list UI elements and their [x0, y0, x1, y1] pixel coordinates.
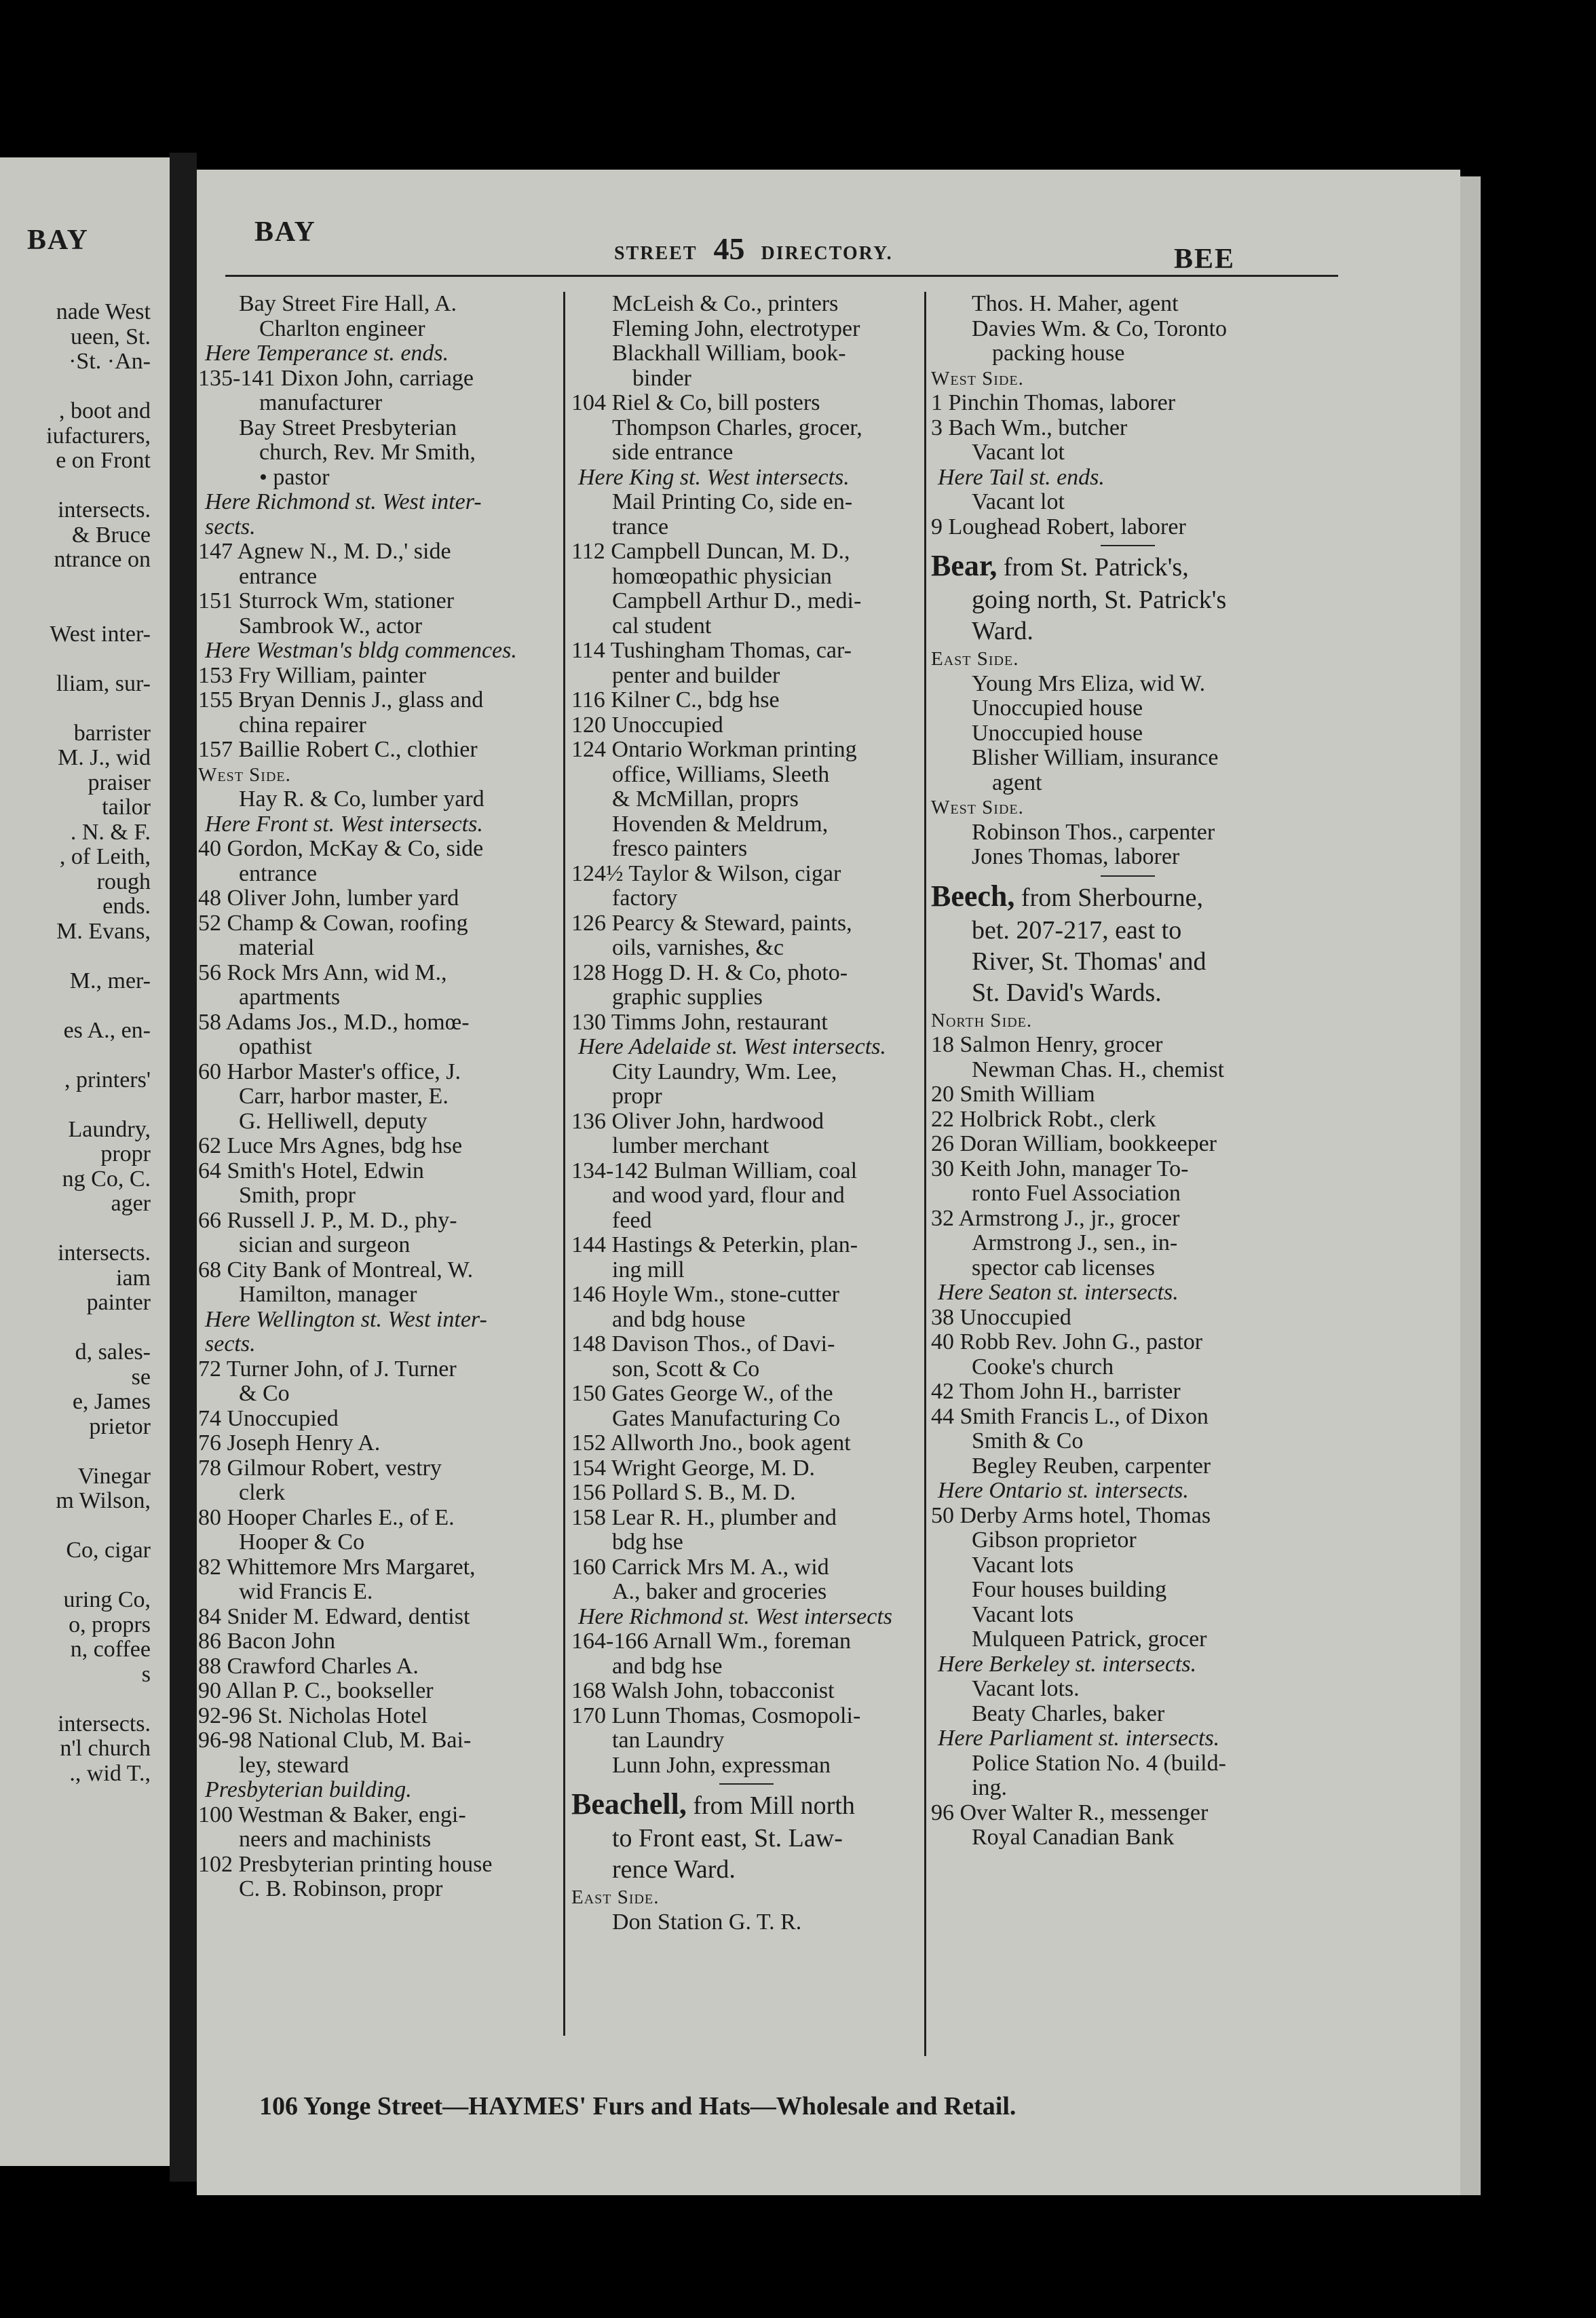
- cross-street-note: Here Seaton st. intersects.: [938, 1280, 1179, 1305]
- street-label: STREET: [614, 243, 698, 264]
- left-page-line: intersects.: [58, 1240, 151, 1266]
- directory-entry: 1 Pinchin Thomas, laborer: [931, 390, 1176, 415]
- column-2: [571, 292, 921, 1935]
- directory-entry: Vacant lots: [972, 1601, 1074, 1627]
- directory-entry: Bay Street Presbyterian: [239, 415, 457, 440]
- directory-entry: manufacturer: [259, 390, 383, 415]
- section-rule: [719, 1783, 774, 1785]
- directory-entry: 92-96 St. Nicholas Hotel: [198, 1703, 428, 1728]
- directory-entry: 22 Holbrick Robt., clerk: [931, 1106, 1156, 1132]
- directory-entry: church, Rev. Mr Smith,: [259, 440, 476, 465]
- left-page-line: lliam, sur-: [56, 670, 151, 696]
- directory-entry: material: [239, 935, 315, 960]
- directory-entry: ley, steward: [239, 1752, 349, 1778]
- directory-entry: Thos. H. Maher, agent: [972, 291, 1179, 316]
- cross-street-note: Here Temperance st. ends.: [205, 341, 449, 366]
- directory-entry: Armstrong J., sen., in-: [972, 1230, 1178, 1255]
- street-description: bet. 207-217, east to: [972, 915, 1182, 945]
- street-description: going north, St. Patrick's: [972, 586, 1227, 614]
- left-page-line: [46, 597, 151, 622]
- left-page-line: [46, 1514, 151, 1539]
- directory-entry: Vacant lot: [972, 440, 1065, 465]
- directory-entry: ing.: [972, 1775, 1007, 1800]
- directory-entry: Newman Chas. H., chemist: [972, 1057, 1225, 1082]
- directory-entry: & McMillan, proprs: [612, 786, 799, 812]
- directory-entry: Smith, propr: [239, 1183, 356, 1208]
- left-page-fragment: [0, 157, 170, 2166]
- directory-entry: Lunn John, expressman: [612, 1752, 831, 1778]
- directory-entry: tan Laundry: [612, 1728, 725, 1753]
- directory-entry: 80 Hooper Charles E., of E.: [198, 1504, 455, 1530]
- street-description: to Front east, St. Law-: [612, 1824, 843, 1852]
- left-page-line: prietor: [89, 1413, 151, 1439]
- directory-entry: sician and surgeon: [239, 1232, 411, 1257]
- directory-entry: 124 Ontario Workman printing: [571, 737, 857, 762]
- directory-entry: 147 Agnew N., M. D.,' side: [198, 539, 451, 564]
- side-heading: West Side.: [931, 367, 1024, 390]
- directory-entry: graphic supplies: [612, 985, 763, 1010]
- directory-entry: bdg hse: [612, 1530, 683, 1555]
- directory-entry: 40 Gordon, McKay & Co, side: [198, 836, 484, 861]
- directory-entry: 102 Presbyterian printing house: [198, 1851, 493, 1877]
- directory-entry: 84 Snider M. Edward, dentist: [198, 1603, 470, 1629]
- left-page-line: Laundry,: [68, 1116, 151, 1142]
- directory-entry: 32 Armstrong J., jr., grocer: [931, 1205, 1180, 1231]
- left-page-line: propr: [100, 1141, 151, 1166]
- directory-entry: 114 Tushingham Thomas, car-: [571, 638, 852, 663]
- directory-entry: Sambrook W., actor: [239, 613, 423, 639]
- directory-entry: 136 Oliver John, hardwood: [571, 1108, 824, 1134]
- header-rule: [225, 275, 1338, 277]
- running-head-center: [614, 231, 893, 267]
- street-description: St. David's Wards.: [972, 978, 1162, 1007]
- directory-entry: 160 Carrick Mrs M. A., wid: [571, 1554, 829, 1580]
- directory-entry: 64 Smith's Hotel, Edwin: [198, 1158, 424, 1183]
- directory-entry: 78 Gilmour Robert, vestry: [198, 1455, 442, 1481]
- page-edge: [1460, 176, 1481, 2195]
- side-heading: North Side.: [931, 1009, 1033, 1031]
- side-heading: East Side.: [931, 648, 1019, 670]
- directory-entry: 158 Lear R. H., plumber and: [571, 1504, 837, 1530]
- left-page-line: ntrance on: [54, 547, 151, 572]
- left-page-line: Co, cigar: [66, 1538, 151, 1563]
- directory-entry: and bdg house: [612, 1306, 746, 1332]
- left-page-line: ·St. ·An-: [69, 349, 151, 374]
- cross-street-note: Here Ontario st. intersects.: [938, 1478, 1189, 1503]
- directory-entry: G. Helliwell, deputy: [239, 1108, 428, 1134]
- directory-entry: 170 Lunn Thomas, Cosmopoli-: [571, 1703, 861, 1728]
- directory-entry: Beaty Charles, baker: [972, 1700, 1165, 1726]
- side-heading: West Side.: [931, 797, 1024, 818]
- directory-entry: 48 Oliver John, lumber yard: [198, 886, 459, 911]
- directory-entry: Gibson proprietor: [972, 1527, 1137, 1553]
- directory-entry: 40 Robb Rev. John G., pastor: [931, 1329, 1203, 1354]
- directory-entry: penter and builder: [612, 662, 780, 688]
- left-page-line: iam: [116, 1265, 151, 1291]
- directory-entry: Campbell Arthur D., medi-: [612, 588, 862, 613]
- cross-street-note: Here Tail st. ends.: [938, 464, 1105, 490]
- directory-entry: Carr, harbor master, E.: [239, 1084, 449, 1109]
- directory-entry: Unoccupied house: [972, 720, 1143, 746]
- cross-street-note: Here Front st. West intersects.: [205, 811, 483, 837]
- directory-entry: feed: [612, 1207, 652, 1233]
- left-page-line: ueen, St.: [70, 324, 151, 349]
- directory-entry: 62 Luce Mrs Agnes, bdg hse: [198, 1133, 463, 1158]
- left-page-line: praiser: [88, 770, 151, 795]
- directory-entry: Vacant lots: [972, 1552, 1074, 1578]
- directory-entry: Vacant lots.: [972, 1676, 1080, 1701]
- street-heading: [571, 1789, 921, 1823]
- directory-entry: Young Mrs Eliza, wid W.: [972, 670, 1206, 696]
- directory-entry: Smith & Co: [972, 1428, 1084, 1454]
- left-page-line: ager: [111, 1191, 151, 1216]
- street-name: Beachell,: [571, 1787, 687, 1821]
- directory-entry: 104 Riel & Co, bill posters: [571, 390, 820, 415]
- left-page-line: [46, 1316, 151, 1341]
- directory-entry: wid Francis E.: [239, 1579, 373, 1604]
- directory-entry: 74 Unoccupied: [198, 1405, 339, 1431]
- left-page-line: o, proprs: [69, 1612, 151, 1637]
- directory-entry: A., baker and groceries: [612, 1579, 827, 1604]
- directory-entry: fresco painters: [612, 836, 748, 861]
- directory-entry: Cooke's church: [972, 1354, 1114, 1380]
- left-page-line: [46, 993, 151, 1019]
- directory-entry: Fleming John, electrotyper: [612, 316, 860, 341]
- directory-entry: 96 Over Walter R., messenger: [931, 1800, 1209, 1825]
- directory-entry: Thompson Charles, grocer,: [612, 415, 862, 440]
- cross-street-note: Here Westman's bldg commences.: [205, 638, 517, 663]
- directory-entry: 60 Harbor Master's office, J.: [198, 1059, 461, 1084]
- left-page-line: uring Co,: [63, 1587, 151, 1612]
- directory-entry: 157 Baillie Robert C., clothier: [198, 737, 478, 762]
- column-divider-1: [563, 292, 565, 2036]
- directory-entry: McLeish & Co., printers: [612, 291, 839, 316]
- left-page-line: [46, 1043, 151, 1068]
- directory-entry: china repairer: [239, 712, 366, 738]
- left-page-line: [46, 1092, 151, 1118]
- left-page-line: e, James: [72, 1389, 151, 1414]
- left-page-line: . N. & F.: [70, 819, 151, 845]
- left-page-line: rough: [96, 869, 151, 894]
- side-heading: West Side.: [198, 763, 291, 786]
- directory-entry: 3 Bach Wm., butcher: [931, 415, 1128, 440]
- directory-entry: Hovenden & Meldrum,: [612, 811, 829, 837]
- left-page-line: iufacturers,: [46, 423, 151, 449]
- left-page-line: ., wid T.,: [69, 1760, 151, 1786]
- directory-entry: 148 Davison Thos., of Davi-: [571, 1331, 835, 1356]
- left-page-line: [46, 1563, 151, 1589]
- left-page-line: & Bruce: [71, 522, 151, 548]
- directory-entry: Hooper & Co: [239, 1530, 365, 1555]
- directory-entry: Hay R. & Co, lumber yard: [239, 786, 484, 812]
- directory-entry: trance: [612, 514, 669, 539]
- directory-entry: opathist: [239, 1034, 312, 1059]
- directory-entry: 66 Russell J. P., M. D., phy-: [198, 1207, 457, 1233]
- street-description: Ward.: [972, 617, 1033, 645]
- column-1: [198, 292, 558, 1902]
- directory-entry: Hamilton, manager: [239, 1282, 417, 1307]
- column-3: [931, 292, 1325, 1850]
- directory-entry: 72 Turner John, of J. Turner: [198, 1356, 457, 1382]
- left-page-line: [46, 696, 151, 721]
- directory-entry: oils, varnishes, &c: [612, 935, 784, 960]
- directory-entry: Begley Reuben, carpenter: [972, 1453, 1211, 1479]
- directory-entry: Vacant lot: [972, 489, 1065, 514]
- directory-entry: entrance: [239, 563, 318, 589]
- left-page-line: n'l church: [60, 1736, 151, 1761]
- directory-entry: 38 Unoccupied: [931, 1304, 1071, 1330]
- left-page-line: , boot and: [58, 398, 151, 423]
- running-head-left: BAY: [254, 216, 316, 248]
- left-page-line: Vinegar: [77, 1463, 151, 1489]
- left-page-line: , of Leith,: [59, 844, 151, 869]
- directory-entry: 86 Bacon John: [198, 1629, 336, 1654]
- directory-entry: office, Williams, Sleeth: [612, 761, 830, 787]
- left-page-line: ng Co, C.: [62, 1166, 151, 1192]
- running-head-right: BEE: [1174, 244, 1236, 275]
- directory-entry: Bay Street Fire Hall, A.: [239, 291, 457, 316]
- left-page-line: [46, 375, 151, 400]
- left-page-line: se: [131, 1364, 151, 1390]
- street-description: River, St. Thomas' and: [972, 947, 1206, 976]
- directory-entry: Blackhall William, book-: [612, 341, 846, 366]
- directory-entry: propr: [612, 1084, 662, 1109]
- directory-entry: 96-98 National Club, M. Bai-: [198, 1728, 472, 1753]
- left-page-line: [46, 474, 151, 499]
- directory-entry: side entrance: [612, 440, 734, 465]
- cross-street-note: Here King st. West intersects.: [578, 464, 850, 490]
- directory-entry: Davies Wm. & Co, Toronto: [972, 316, 1228, 341]
- street-description: from St. Patrick's,: [997, 553, 1189, 582]
- directory-entry: lumber merchant: [612, 1133, 770, 1158]
- left-page-line: , printers': [64, 1067, 151, 1092]
- street-name: Beech,: [931, 879, 1015, 913]
- directory-entry: 153 Fry William, painter: [198, 662, 427, 688]
- left-page-line: M., mer-: [69, 968, 151, 993]
- directory-entry: ronto Fuel Association: [972, 1181, 1181, 1206]
- left-page-line: painter: [86, 1290, 151, 1315]
- left-page-line: tailor: [102, 795, 151, 820]
- directory-entry: and bdg hse: [612, 1653, 723, 1679]
- directory-entry: 168 Walsh John, tobacconist: [571, 1678, 835, 1703]
- book-gutter: [170, 153, 197, 2182]
- directory-entry: Mail Printing Co, side en-: [612, 489, 853, 514]
- directory-entry: Gates Manufacturing Co: [612, 1405, 841, 1431]
- directory-entry: 44 Smith Francis L., of Dixon: [931, 1403, 1209, 1429]
- page-number: 45: [713, 231, 745, 266]
- directory-entry: homœopathic physician: [612, 563, 832, 589]
- side-heading: East Side.: [571, 1886, 660, 1908]
- directory-entry: 26 Doran William, bookkeeper: [931, 1131, 1217, 1156]
- directory-entry: 82 Whittemore Mrs Margaret,: [198, 1554, 476, 1580]
- directory-entry: 68 City Bank of Montreal, W.: [198, 1257, 474, 1282]
- cross-street-note: Presbyterian building.: [205, 1777, 412, 1802]
- cross-street-note: Here Parliament st. intersects.: [938, 1726, 1220, 1751]
- directory-entry: apartments: [239, 985, 341, 1010]
- directory-entry: Four houses building: [972, 1577, 1167, 1602]
- directory-entry: clerk: [239, 1480, 285, 1505]
- section-rule: [1101, 875, 1155, 877]
- left-page-line: [46, 647, 151, 672]
- left-running-head: BAY: [27, 225, 89, 256]
- left-page-line: n, coffee: [70, 1637, 151, 1662]
- left-page-line: s: [141, 1661, 151, 1687]
- left-page-line: [46, 1217, 151, 1242]
- directory-entry: 116 Kilner C., bdg hse: [571, 687, 780, 712]
- directory-entry: 120 Unoccupied: [571, 712, 723, 738]
- directory-entry: 130 Timms John, restaurant: [571, 1009, 828, 1035]
- directory-entry: 150 Gates George W., of the: [571, 1381, 833, 1406]
- street-heading: [931, 881, 1325, 915]
- directory-entry: 151 Sturrock Wm, stationer: [198, 588, 455, 613]
- cross-street-note: Here Adelaide st. West intersects.: [578, 1034, 886, 1059]
- left-page-line: [46, 573, 151, 598]
- directory-entry: 42 Thom John H., barrister: [931, 1379, 1181, 1404]
- directory-entry: 146 Hoyle Wm., stone-cutter: [571, 1282, 840, 1307]
- directory-entry: 100 Westman & Baker, engi-: [198, 1802, 466, 1827]
- directory-entry: binder: [632, 365, 691, 391]
- column-divider-2: [924, 292, 926, 2056]
- directory-entry: 124½ Taylor & Wilson, cigar: [571, 860, 841, 886]
- directory-entry: cal student: [612, 613, 712, 639]
- directory-entry: 88 Crawford Charles A.: [198, 1653, 419, 1679]
- directory-entry: and wood yard, flour and: [612, 1183, 845, 1208]
- directory-entry: ing mill: [612, 1257, 685, 1282]
- directory-entry: & Co: [239, 1381, 290, 1406]
- directory-entry: factory: [612, 886, 678, 911]
- directory-entry: Don Station G. T. R.: [612, 1909, 802, 1935]
- left-page-line: intersects.: [58, 1711, 151, 1736]
- directory-entry: agent: [992, 770, 1042, 795]
- street-description: rence Ward.: [612, 1855, 736, 1884]
- directory-entry: 156 Pollard S. B., M. D.: [571, 1480, 796, 1505]
- street-description: from Sherbourne,: [1014, 883, 1203, 912]
- directory-entry: 9 Loughead Robert, laborer: [931, 514, 1186, 539]
- directory-entry: 134-142 Bulman William, coal: [571, 1158, 858, 1183]
- directory-entry: Blisher William, insurance: [972, 745, 1219, 770]
- left-page-line: es A., en-: [63, 1017, 151, 1043]
- directory-entry: Royal Canadian Bank: [972, 1825, 1175, 1850]
- directory-entry: Mulqueen Patrick, grocer: [972, 1627, 1207, 1652]
- directory-entry: 56 Rock Mrs Ann, wid M.,: [198, 960, 447, 985]
- directory-entry: 128 Hogg D. H. & Co, photo-: [571, 960, 848, 985]
- directory-entry: Robinson Thos., carpenter: [972, 819, 1215, 845]
- cross-street-note: Here Berkeley st. intersects.: [938, 1651, 1197, 1677]
- cross-street-note: Here Richmond st. West inter-: [205, 489, 482, 514]
- left-page-line: West inter-: [50, 621, 151, 647]
- directory-entry: spector cab licenses: [972, 1255, 1155, 1280]
- directory-entry: neers and machinists: [239, 1827, 432, 1852]
- directory-entry: 58 Adams Jos., M.D., homœ-: [198, 1009, 470, 1035]
- street-description: from Mill north: [686, 1791, 855, 1820]
- left-page-line: [46, 1439, 151, 1464]
- directory-entry: son, Scott & Co: [612, 1356, 760, 1382]
- directory-entry: Jones Thomas, laborer: [972, 844, 1180, 869]
- directory-entry: 164-166 Arnall Wm., foreman: [571, 1629, 852, 1654]
- directory-entry: packing house: [992, 341, 1125, 366]
- street-name: Bear,: [931, 549, 998, 582]
- left-page-line: ends.: [102, 894, 151, 919]
- directory-entry: 154 Wright George, M. D.: [571, 1455, 816, 1481]
- left-page-line: M. J., wid: [58, 745, 151, 770]
- directory-entry: 50 Derby Arms hotel, Thomas: [931, 1502, 1211, 1528]
- directory-entry: 152 Allworth Jno., book agent: [571, 1430, 851, 1456]
- directory-label: DIRECTORY.: [761, 243, 893, 264]
- left-page-line: intersects.: [58, 497, 151, 522]
- directory-entry: C. B. Robinson, propr: [239, 1876, 443, 1901]
- directory-entry: entrance: [239, 860, 318, 886]
- directory-entry: 112 Campbell Duncan, M. D.,: [571, 539, 850, 564]
- directory-entry: 155 Bryan Dennis J., glass and: [198, 687, 484, 712]
- left-page-line: M. Evans,: [56, 918, 151, 944]
- directory-entry: City Laundry, Wm. Lee,: [612, 1059, 837, 1084]
- cross-street-note: Here Richmond st. West intersects: [578, 1603, 893, 1629]
- page-footer: 106 Yonge Street—HAYMES' Furs and Hats—Wholesale and Retail.: [259, 2092, 1016, 2121]
- directory-entry: 52 Champ & Cowan, roofing: [198, 910, 468, 936]
- directory-entry: Unoccupied house: [972, 696, 1143, 721]
- directory-entry: Police Station No. 4 (build-: [972, 1750, 1226, 1776]
- directory-entry: 18 Salmon Henry, grocer: [931, 1032, 1163, 1057]
- left-page-line: nade West: [56, 299, 151, 324]
- cross-street-note: sects.: [205, 514, 256, 539]
- directory-entry: 135-141 Dixon John, carriage: [198, 365, 474, 391]
- left-page-line: [46, 1687, 151, 1712]
- left-page-line: e on Front: [56, 448, 151, 473]
- directory-entry: 20 Smith William: [931, 1082, 1095, 1107]
- left-page-line: [46, 944, 151, 969]
- directory-entry: 90 Allan P. C., bookseller: [198, 1678, 434, 1703]
- directory-entry: Charlton engineer: [259, 316, 425, 341]
- directory-entry: 30 Keith John, manager To-: [931, 1156, 1189, 1181]
- section-rule: [1101, 545, 1155, 546]
- street-heading: [931, 550, 1325, 584]
- cross-street-note: sects.: [205, 1331, 256, 1356]
- directory-entry: 126 Pearcy & Steward, paints,: [571, 910, 852, 936]
- directory-entry: 144 Hastings & Peterkin, plan-: [571, 1232, 858, 1257]
- left-page-line: d, sales-: [75, 1340, 151, 1365]
- directory-entry: • pastor: [259, 464, 330, 490]
- left-page-line: m Wilson,: [56, 1488, 151, 1513]
- left-page-line: barrister: [73, 720, 151, 746]
- left-page-lines: [46, 300, 151, 1786]
- directory-entry: 76 Joseph Henry A.: [198, 1430, 381, 1456]
- cross-street-note: Here Wellington st. West inter-: [205, 1306, 487, 1332]
